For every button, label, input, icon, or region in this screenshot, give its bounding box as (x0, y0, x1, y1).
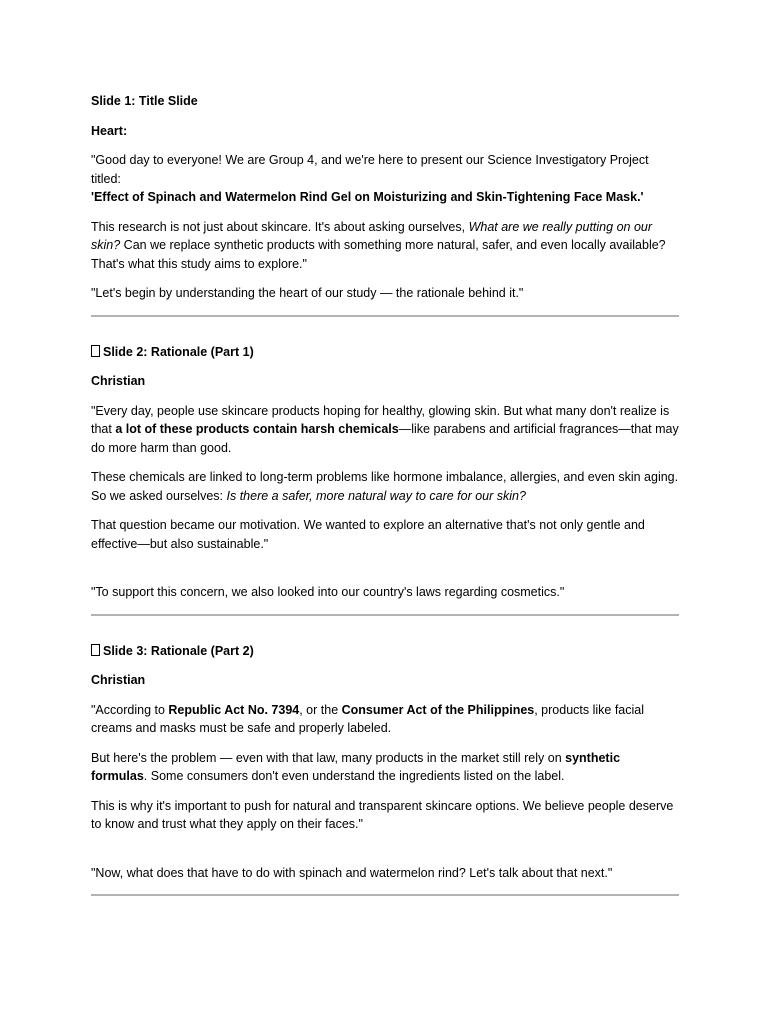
slide2-heading-line (91, 343, 679, 362)
slide2-speaker: Christian (91, 374, 146, 388)
slide2-p1-bold: a lot of these products contain harsh chemicals (115, 422, 399, 436)
slide3-p2-text-a: But here's the problem — even with that law, many products in the market still rely on (91, 750, 566, 765)
slide3-p1-bold-2: Consumer Act of the Philippines (341, 702, 535, 717)
slide3-speaker: Christian (91, 673, 146, 687)
slide3-paragraph-1 (91, 701, 679, 738)
slide3-p1-text-a: "According to (91, 702, 169, 717)
slide2-paragraph-3: That question became our motivation. We wanted to explore an alternative that's not only gentle and effective—but also sustainable." (91, 518, 645, 551)
slide3-p1-text-c: , products like facial creams and masks must be safe and properly labeled. (91, 702, 645, 735)
slide2-paragraph-2 (91, 468, 679, 505)
document-content (91, 92, 679, 922)
slide2-p2-text-a: These chemicals are linked to long-term problems like hormone imbalance, allergies, and even skin aging. So we asked ourselves: (91, 470, 679, 503)
slide2-p1-text-a: "Every day, people use skincare products hoping for healthy, glowing skin. But what many don't realize is that (91, 403, 670, 436)
slide1-p2-italic: What are we really putting on our skin? (91, 219, 653, 252)
slide3-p1-text-b: , or the (299, 702, 342, 717)
slide3-p1-bold-1: Republic Act No. 7394 (168, 702, 300, 717)
slide1-paragraph-2 (91, 218, 679, 274)
slide3-paragraph-4: "Now, what does that have to do with spinach and watermelon rind? Let's talk about that next." (91, 865, 613, 880)
slide2-paragraph-1 (91, 402, 679, 458)
slide3-paragraph-2 (91, 749, 679, 786)
divider-2 (91, 614, 679, 616)
slide3-p2-text-b: . Some consumers don't even understand the ingredients listed on the label. (143, 769, 565, 783)
spacer (91, 845, 679, 864)
divider-1 (91, 315, 679, 317)
slide2-heading: Slide 2: Rationale (Part 1) (103, 344, 254, 359)
slide1-speaker: Heart: (91, 123, 128, 138)
slide3-paragraph-3: This is why it's important to push for natural and transparent skincare options. We believe people deserve to know and trust what they apply on their faces." (91, 798, 674, 831)
missing-glyph-icon (91, 345, 100, 357)
divider-3 (91, 894, 679, 896)
slide1-p2-text-a: This research is not just about skincare. It's about asking ourselves, (91, 219, 469, 234)
slide3-heading: Slide 3: Rationale (Part 2) (103, 643, 254, 658)
slide2-paragraph-4: "To support this concern, we also looked into our country's laws regarding cosmetics." (91, 585, 565, 599)
slide1-p2-text-b: Can we replace synthetic products with something more natural, safer, and even locally available? That's what this study aims to explore." (91, 238, 666, 271)
spacer (91, 564, 679, 583)
slide1-intro-text: "Good day to everyone! We are Group 4, and we're here to present our Science Investigatory Project titled: (91, 153, 649, 186)
slide3-heading-line (91, 642, 679, 661)
slide1-paragraph-3: "Let's begin by understanding the heart of our study — the rationale behind it." (91, 286, 524, 300)
slide3-p2-bold: synthetic formulas (91, 750, 621, 783)
slide1-heading: Slide 1: Title Slide (91, 94, 198, 108)
slide2-p2-italic: Is there a safer, more natural way to care for our skin? (226, 488, 526, 503)
slide1-project-title: 'Effect of Spinach and Watermelon Rind Gel on Moisturizing and Skin-Tightening Face Mask.' (91, 190, 644, 204)
slide2-p1-text-b: —like parabens and artificial fragrances—that may do more harm than good. (91, 422, 679, 455)
slide1-intro-paragraph (91, 151, 679, 207)
missing-glyph-icon (91, 644, 100, 656)
